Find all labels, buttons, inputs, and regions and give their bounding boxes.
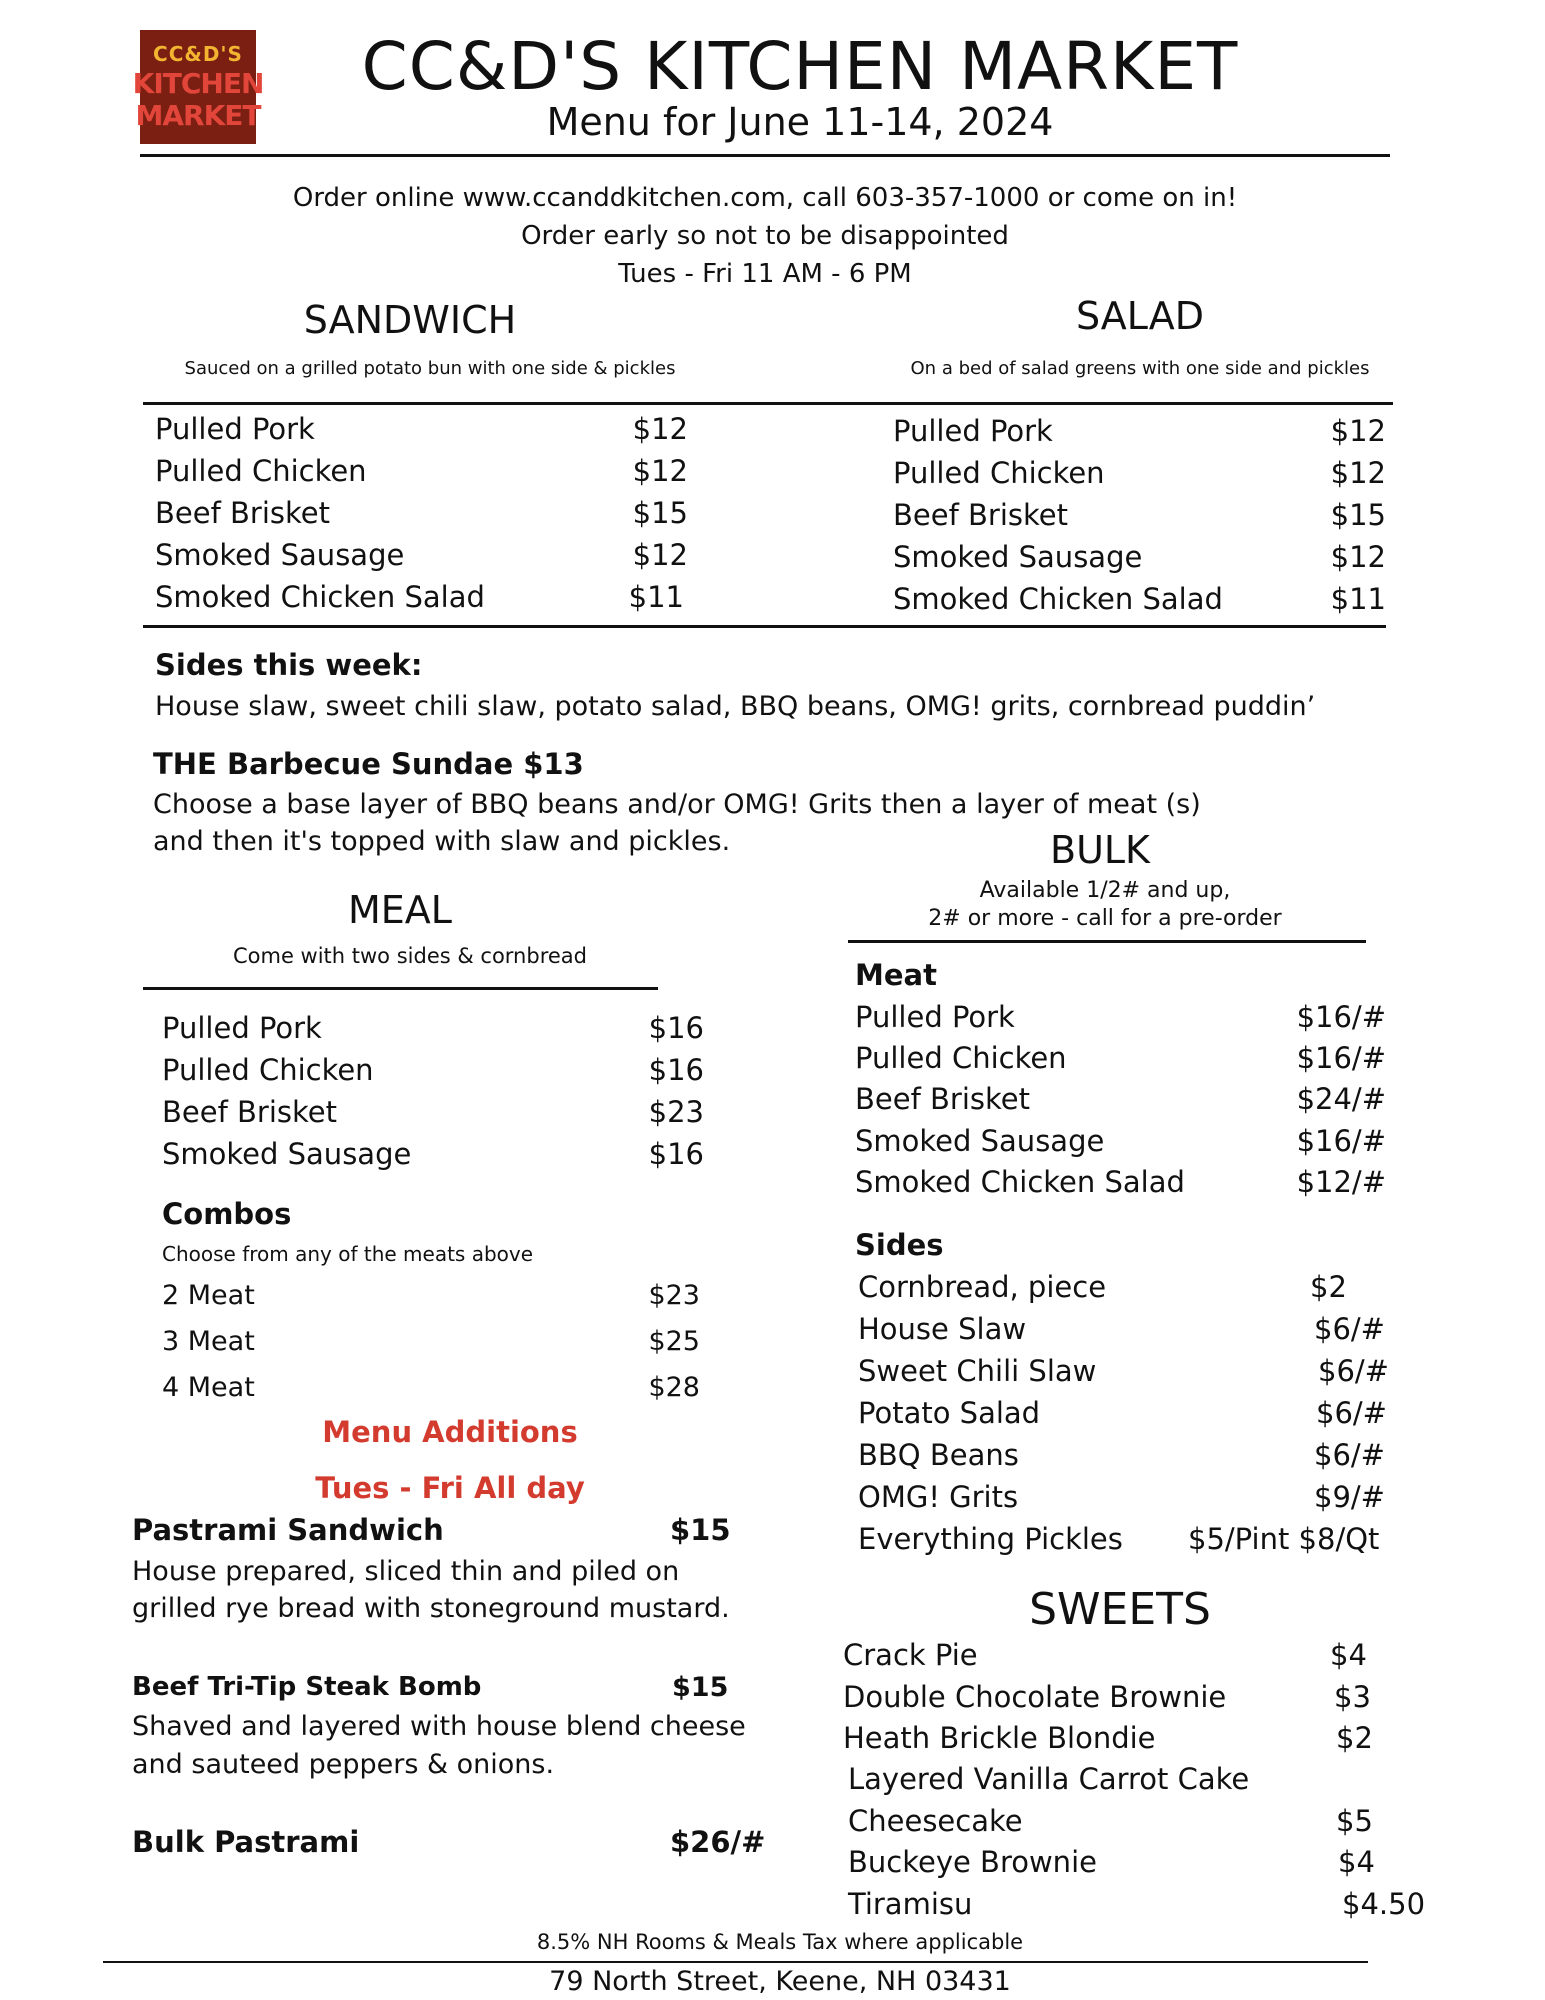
combo-item-price: $23 xyxy=(648,1280,700,1311)
combo-item-name: 4 Meat xyxy=(162,1372,255,1403)
salad-item-price: $12 xyxy=(1330,414,1386,448)
sandwich-note: Sauced on a grilled potato bun with one side & pickles xyxy=(184,358,676,379)
combo-item-name: 3 Meat xyxy=(162,1326,255,1357)
sweets-item-price: $5 xyxy=(1336,1804,1373,1838)
sweets-item-name: Double Chocolate Brownie xyxy=(843,1680,1227,1714)
business-hours: Tues - Fri 11 AM - 6 PM xyxy=(618,259,912,289)
salad-item-price: $15 xyxy=(1330,498,1386,532)
bulk-note-1: Available 1/2# and up, xyxy=(979,878,1231,903)
combo-item-price: $25 xyxy=(648,1326,700,1357)
restaurant-logo xyxy=(132,30,264,144)
salad-item-name: Beef Brisket xyxy=(893,498,1068,532)
sweets-item-name: Layered Vanilla Carrot Cake xyxy=(848,1762,1250,1796)
logo-line-1: CC&D'S xyxy=(153,42,243,66)
sweets-item-price: $4.50 xyxy=(1342,1887,1426,1921)
sweets-item-name: Crack Pie xyxy=(843,1638,978,1672)
barbecue-sundae-line-2: and then it's topped with slaw and pickles. xyxy=(153,826,731,857)
sandwich-item-price: $12 xyxy=(632,412,688,446)
combo-item-name: 2 Meat xyxy=(162,1280,255,1311)
menu-additions-subtitle: Tues - Fri All day xyxy=(315,1471,585,1505)
bulk-side-price: $2 xyxy=(1310,1270,1347,1304)
bulk-sides-heading: Sides xyxy=(855,1228,944,1262)
bulk-meat-name: Pulled Pork xyxy=(855,1000,1015,1034)
barbecue-sundae-heading: THE Barbecue Sundae $13 xyxy=(153,747,584,781)
bulk-side-price: $6/# xyxy=(1316,1396,1387,1430)
meal-item-name: Pulled Chicken xyxy=(162,1053,374,1087)
sweets-item-price: $3 xyxy=(1334,1680,1371,1714)
salad-heading: SALAD xyxy=(1075,294,1205,338)
tri-tip-steak-bomb-price: $15 xyxy=(672,1672,729,1703)
footer-divider xyxy=(103,1961,1368,1963)
bulk-side-price: $9/# xyxy=(1314,1480,1385,1514)
salad-item-name: Pulled Chicken xyxy=(893,456,1105,490)
bulk-side-name: House Slaw xyxy=(858,1312,1027,1346)
meal-item-name: Beef Brisket xyxy=(162,1095,337,1129)
pastrami-sandwich-price: $15 xyxy=(670,1513,731,1547)
order-early-note: Order early so not to be disappointed xyxy=(521,221,1009,251)
tax-note: 8.5% NH Rooms & Meals Tax where applicable xyxy=(536,1930,1024,1954)
address: 79 North Street, Keene, NH 03431 xyxy=(549,1966,1011,1997)
page-title: CC&D'S KITCHEN MARKET xyxy=(361,28,1239,105)
sandwich-item-name: Beef Brisket xyxy=(155,496,330,530)
bulk-side-price: $6/# xyxy=(1318,1354,1389,1388)
bulk-meat-name: Smoked Sausage xyxy=(855,1124,1105,1158)
sweets-item-name: Buckeye Brownie xyxy=(848,1845,1097,1879)
meal-item-name: Smoked Sausage xyxy=(162,1137,412,1171)
bulk-meat-price: $24/# xyxy=(1296,1082,1386,1116)
bulk-note-2: 2# or more - call for a pre-order xyxy=(928,906,1282,931)
sandwich-item-name: Smoked Chicken Salad xyxy=(155,580,485,614)
tri-tip-steak-bomb-name: Beef Tri-Tip Steak Bomb xyxy=(132,1672,482,1702)
bulk-pastrami-price: $26/# xyxy=(670,1825,766,1859)
meal-item-price: $16 xyxy=(648,1053,704,1087)
sides-this-week-list: House slaw, sweet chili slaw, potato salad, BBQ beans, OMG! grits, cornbread puddin’ xyxy=(155,691,1316,722)
bulk-side-price: $6/# xyxy=(1314,1438,1385,1472)
tri-tip-steak-bomb-desc-1: Shaved and layered with house blend cheese xyxy=(132,1711,746,1742)
salad-item-name: Smoked Sausage xyxy=(893,540,1143,574)
logo-line-3: MARKET xyxy=(135,99,261,132)
bulk-side-name: Cornbread, piece xyxy=(858,1270,1107,1304)
sandwich-salad-bottom-divider xyxy=(143,625,1386,628)
bulk-meat-price: $16/# xyxy=(1296,1041,1386,1075)
tri-tip-steak-bomb-desc-2: and sauteed peppers & onions. xyxy=(132,1749,555,1780)
salad-item-price: $11 xyxy=(1330,582,1386,616)
salad-item-price: $12 xyxy=(1330,540,1386,574)
sweets-item-price: $4 xyxy=(1338,1845,1375,1879)
sweets-item-price: $2 xyxy=(1336,1721,1373,1755)
pastrami-sandwich-name: Pastrami Sandwich xyxy=(132,1513,444,1547)
sandwich-item-price: $11 xyxy=(628,580,684,614)
sweets-heading: SWEETS xyxy=(1029,1584,1211,1635)
bulk-meat-price: $16/# xyxy=(1296,1000,1386,1034)
bulk-side-name: Potato Salad xyxy=(858,1396,1041,1430)
sweets-item-name: Cheesecake xyxy=(848,1804,1023,1838)
bulk-side-name: OMG! Grits xyxy=(858,1480,1019,1514)
meal-item-price: $23 xyxy=(648,1095,704,1129)
bulk-pastrami-name: Bulk Pastrami xyxy=(132,1825,360,1859)
pastrami-sandwich-desc-2: grilled rye bread with stoneground mustard. xyxy=(132,1593,730,1624)
combos-heading: Combos xyxy=(162,1197,292,1231)
bulk-side-price: $5/Pint $8/Qt xyxy=(1188,1522,1380,1556)
sandwich-item-name: Smoked Sausage xyxy=(155,538,405,572)
combos-note: Choose from any of the meats above xyxy=(162,1242,534,1266)
combo-item-price: $28 xyxy=(648,1372,700,1403)
bulk-heading: BULK xyxy=(1050,828,1150,872)
bulk-meat-heading: Meat xyxy=(855,958,937,992)
salad-note: On a bed of salad greens with one side and pickles xyxy=(910,358,1370,379)
sandwich-item-name: Pulled Pork xyxy=(155,412,315,446)
menu-date-subtitle: Menu for June 11-14, 2024 xyxy=(546,100,1054,144)
bulk-side-name: Sweet Chili Slaw xyxy=(858,1354,1097,1388)
salad-item-name: Pulled Pork xyxy=(893,414,1053,448)
bulk-meat-name: Pulled Chicken xyxy=(855,1041,1067,1075)
sandwich-item-name: Pulled Chicken xyxy=(155,454,367,488)
sweets-item-name: Tiramisu xyxy=(848,1887,973,1921)
barbecue-sundae-line-1: Choose a base layer of BBQ beans and/or OMG! Grits then a layer of meat (s) xyxy=(153,789,1201,820)
bulk-meat-price: $12/# xyxy=(1296,1165,1386,1199)
meal-divider xyxy=(143,987,658,990)
meal-item-name: Pulled Pork xyxy=(162,1011,322,1045)
bulk-divider xyxy=(848,940,1366,943)
pastrami-sandwich-desc-1: House prepared, sliced thin and piled on xyxy=(132,1556,680,1587)
header-divider xyxy=(140,154,1390,157)
order-info: Order online www.ccanddkitchen.com, call 603-357-1000 or come on in! xyxy=(292,183,1238,213)
sandwich-item-price: $12 xyxy=(632,454,688,488)
sides-this-week-heading: Sides this week: xyxy=(155,648,423,682)
sandwich-item-price: $15 xyxy=(632,496,688,530)
meal-item-price: $16 xyxy=(648,1011,704,1045)
sandwich-item-price: $12 xyxy=(632,538,688,572)
salad-item-name: Smoked Chicken Salad xyxy=(893,582,1223,616)
sandwich-salad-top-divider xyxy=(143,402,1393,405)
bulk-side-name: BBQ Beans xyxy=(858,1438,1019,1472)
sweets-item-price: $4 xyxy=(1330,1638,1367,1672)
bulk-side-price: $6/# xyxy=(1314,1312,1385,1346)
meal-note: Come with two sides & cornbread xyxy=(232,944,587,968)
meal-item-price: $16 xyxy=(648,1137,704,1171)
bulk-meat-name: Beef Brisket xyxy=(855,1082,1030,1116)
bulk-meat-price: $16/# xyxy=(1296,1124,1386,1158)
salad-item-price: $12 xyxy=(1330,456,1386,490)
bulk-meat-name: Smoked Chicken Salad xyxy=(855,1165,1185,1199)
sandwich-heading: SANDWICH xyxy=(303,298,517,342)
bulk-side-name: Everything Pickles xyxy=(858,1522,1123,1556)
menu-additions-heading: Menu Additions xyxy=(322,1415,578,1449)
logo-line-2: KITCHEN xyxy=(132,67,264,100)
meal-heading: MEAL xyxy=(348,888,452,932)
sweets-item-name: Heath Brickle Blondie xyxy=(843,1721,1156,1755)
